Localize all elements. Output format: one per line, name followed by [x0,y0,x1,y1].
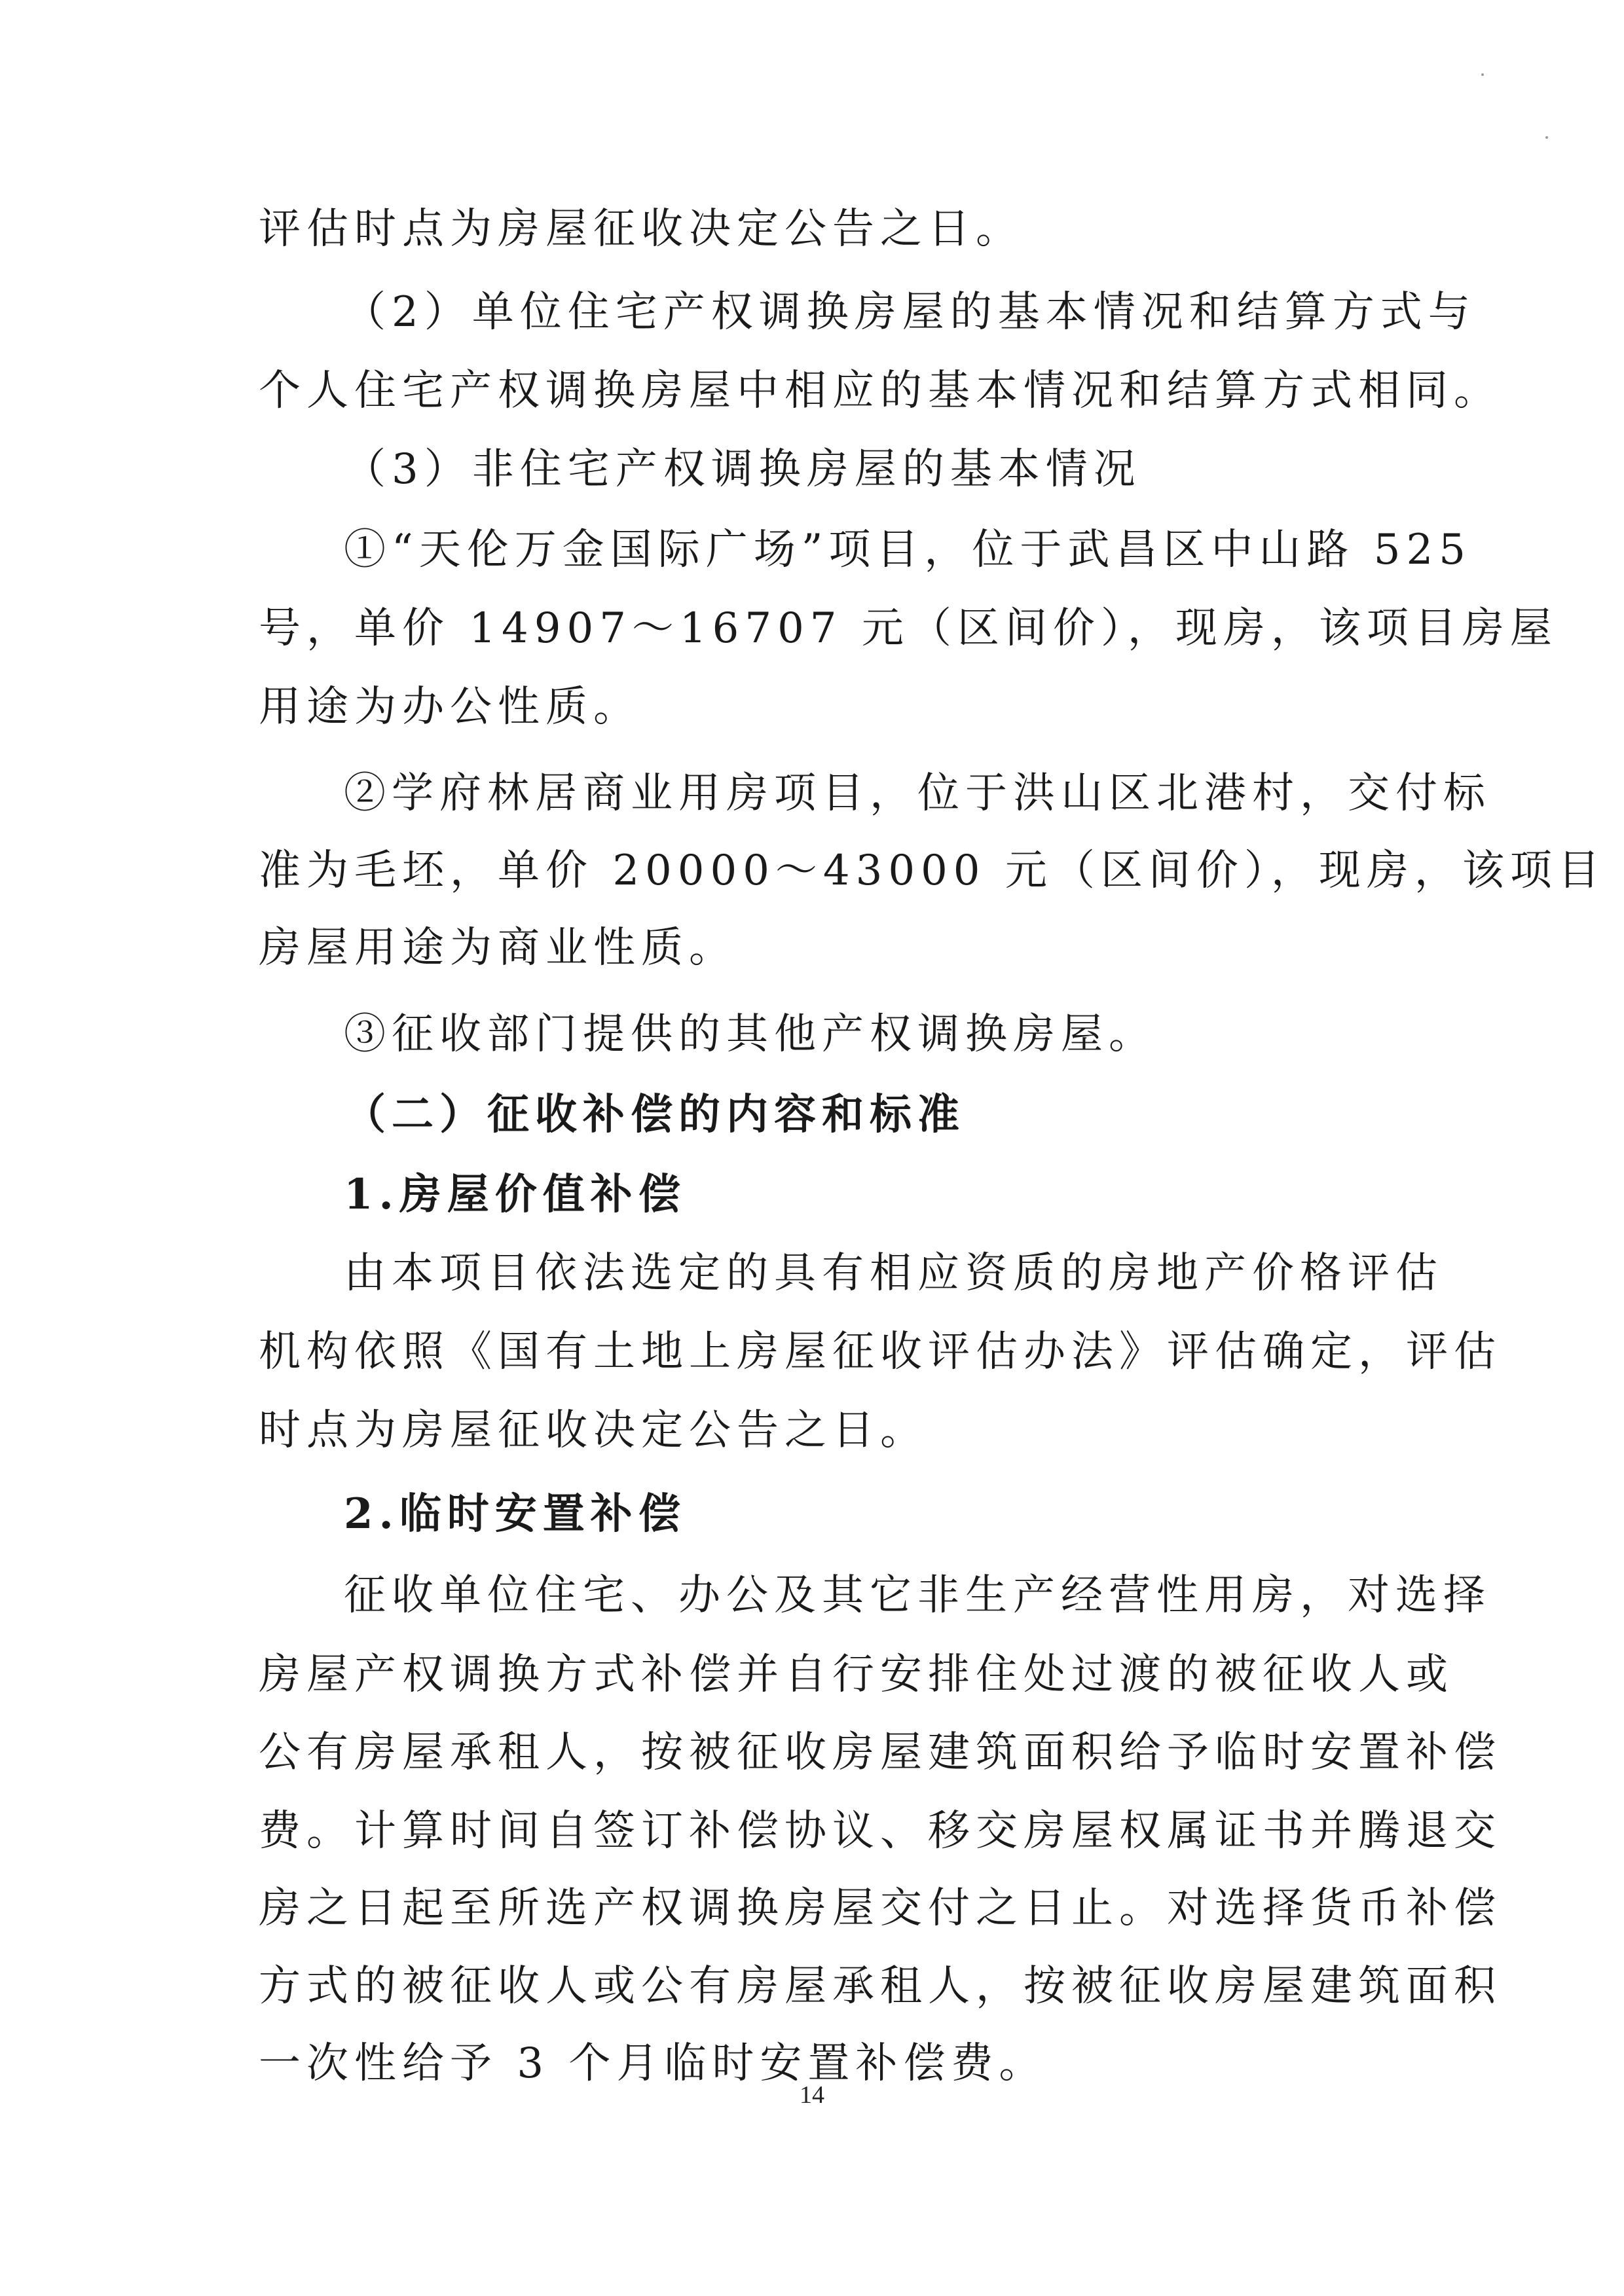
paragraph-line-9: 准为毛坯，单价 20000～43000 元（区间价），现房，该项目 [259,847,1606,895]
paragraph-line-12: 由本项目依法选定的具有相应资质的房地产价格评估 [344,1249,1443,1298]
page-number: 14 [800,2081,824,2109]
paragraph-line-13: 机构依照《国有土地上房屋征收评估办法》评估确定，评估 [259,1328,1502,1376]
scan-speck [1481,73,1484,76]
paragraph-line-19: 房之日起至所选产权调换房屋交付之日止。对选择货币补偿 [259,1884,1502,1933]
paragraph-line-2: （2）单位住宅产权调换房屋的基本情况和结算方式与 [344,288,1476,337]
paragraph-line-1: 评估时点为房屋征收决定公告之日。 [259,205,1024,253]
paragraph-line-14: 时点为房屋征收决定公告之日。 [259,1406,928,1455]
paragraph-line-18: 费。计算时间自签订补偿协议、移交房屋权属证书并腾退交 [259,1807,1502,1855]
paragraph-line-16: 房屋产权调换方式补偿并自行安排住处过渡的被征收人或 [259,1650,1454,1699]
paragraph-line-5: ①“天伦万金国际广场”项目，位于武昌区中山路 525 [344,526,1471,574]
paragraph-line-8: ②学府林居商业用房项目，位于洪山区北港村，交付标 [344,769,1491,818]
paragraph-line-10: 房屋用途为商业性质。 [259,924,737,972]
subsection-heading-1: 1.房屋价值补偿 [344,1170,686,1219]
paragraph-line-7: 用途为办公性质。 [259,683,641,731]
paragraph-line-21: 一次性给予 3 个月临时安置补偿费。 [259,2039,1047,2088]
paragraph-line-15: 征收单位住宅、办公及其它非生产经营性用房，对选择 [344,1571,1491,1620]
scan-speck [1545,136,1548,139]
paragraph-line-17: 公有房屋承租人，按被征收房屋建筑面积给予临时安置补偿 [259,1728,1502,1777]
paragraph-line-11: ③征收部门提供的其他产权调换房屋。 [344,1010,1156,1059]
subsection-heading-2: 2.临时安置补偿 [344,1489,686,1539]
paragraph-line-3: 个人住宅产权调换房屋中相应的基本情况和结算方式相同。 [259,367,1502,415]
paragraph-line-20: 方式的被征收人或公有房屋承租人，按被征收房屋建筑面积 [259,1962,1502,2011]
paragraph-line-4: （3）非住宅产权调换房屋的基本情况 [344,445,1141,494]
paragraph-line-6: 号，单价 14907～16707 元（区间价），现房，该项目房屋 [259,604,1558,653]
section-heading: （二）征收补偿的内容和标准 [344,1090,965,1139]
